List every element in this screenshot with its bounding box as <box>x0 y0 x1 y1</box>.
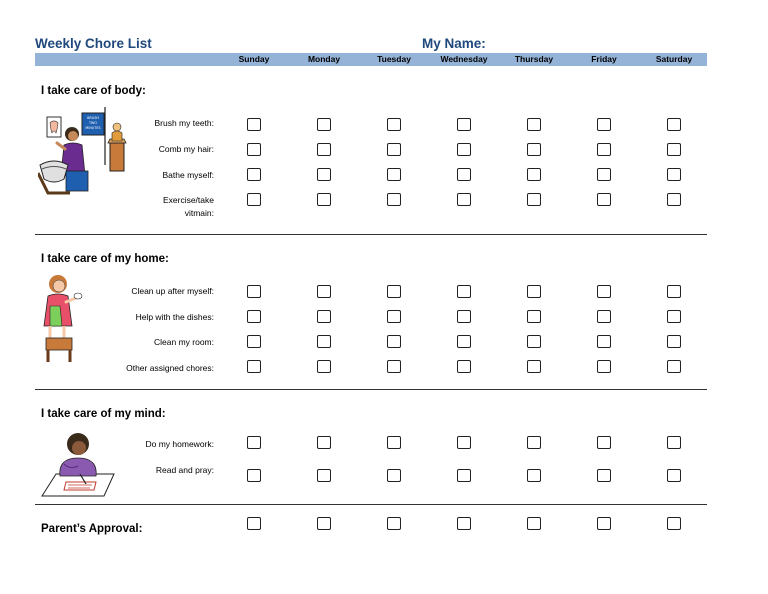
checkbox-monday[interactable] <box>317 517 331 530</box>
day-header-saturday: Saturday <box>655 54 693 64</box>
checkbox-monday[interactable] <box>317 310 331 323</box>
checkbox-monday[interactable] <box>317 360 331 373</box>
checkbox-sunday[interactable] <box>247 436 261 449</box>
parent-approval-label: Parent’s Approval: <box>41 523 143 535</box>
checkbox-saturday[interactable] <box>667 517 681 530</box>
chore-label: Comb my hair: <box>158 144 214 154</box>
checkbox-wednesday[interactable] <box>457 168 471 181</box>
checkbox-thursday[interactable] <box>527 285 541 298</box>
checkbox-friday[interactable] <box>597 143 611 156</box>
chore-label: Brush my teeth: <box>154 118 214 128</box>
section-title-home: I take care of my home: <box>41 253 169 265</box>
checkbox-saturday[interactable] <box>667 118 681 131</box>
checkbox-wednesday[interactable] <box>457 193 471 206</box>
checkbox-wednesday[interactable] <box>457 436 471 449</box>
checkbox-monday[interactable] <box>317 285 331 298</box>
checkbox-sunday[interactable] <box>247 143 261 156</box>
checkbox-thursday[interactable] <box>527 517 541 530</box>
checkbox-saturday[interactable] <box>667 285 681 298</box>
checkbox-saturday[interactable] <box>667 469 681 482</box>
checkbox-monday[interactable] <box>317 436 331 449</box>
checkbox-tuesday[interactable] <box>387 168 401 181</box>
chore-label: Exercise/take vitmain: <box>162 195 214 218</box>
day-header-thursday: Thursday <box>514 54 554 64</box>
chore-label: Do my homework: <box>145 439 214 449</box>
checkbox-thursday[interactable] <box>527 310 541 323</box>
day-header-sunday: Sunday <box>238 54 270 64</box>
checkbox-sunday[interactable] <box>247 193 261 206</box>
checkbox-thursday[interactable] <box>527 335 541 348</box>
day-header-friday: Friday <box>591 54 617 64</box>
page-title: Weekly Chore List <box>35 36 152 51</box>
checkbox-friday[interactable] <box>597 118 611 131</box>
section-divider <box>35 504 707 505</box>
checkbox-sunday[interactable] <box>247 517 261 530</box>
checkbox-friday[interactable] <box>597 285 611 298</box>
checkbox-tuesday[interactable] <box>387 143 401 156</box>
my-name-label: My Name: <box>422 36 486 51</box>
section-divider <box>35 389 707 390</box>
checkbox-thursday[interactable] <box>527 143 541 156</box>
checkbox-wednesday[interactable] <box>457 118 471 131</box>
checkbox-friday[interactable] <box>597 193 611 206</box>
day-header-monday: Monday <box>307 54 341 64</box>
checkbox-thursday[interactable] <box>527 436 541 449</box>
section-title-body: I take care of body: <box>41 85 146 97</box>
checkbox-tuesday[interactable] <box>387 436 401 449</box>
checkbox-thursday[interactable] <box>527 193 541 206</box>
checkbox-thursday[interactable] <box>527 168 541 181</box>
chore-label: Bathe myself: <box>162 170 214 180</box>
checkbox-thursday[interactable] <box>527 469 541 482</box>
checkbox-wednesday[interactable] <box>457 517 471 530</box>
checkbox-wednesday[interactable] <box>457 310 471 323</box>
checkbox-tuesday[interactable] <box>387 118 401 131</box>
checkbox-sunday[interactable] <box>247 118 261 131</box>
checkbox-saturday[interactable] <box>667 360 681 373</box>
chore-label: Clean up after myself: <box>131 286 214 296</box>
checkbox-wednesday[interactable] <box>457 469 471 482</box>
day-header-wednesday: Wednesday <box>440 54 488 64</box>
checkbox-saturday[interactable] <box>667 436 681 449</box>
section-divider <box>35 234 707 235</box>
checkbox-sunday[interactable] <box>247 168 261 181</box>
checkbox-tuesday[interactable] <box>387 310 401 323</box>
checkbox-thursday[interactable] <box>527 360 541 373</box>
sign-text-3: MINUTES <box>85 126 101 130</box>
chore-label: Other assigned chores: <box>126 363 214 373</box>
checkbox-sunday[interactable] <box>247 469 261 482</box>
checkbox-tuesday[interactable] <box>387 360 401 373</box>
checkbox-friday[interactable] <box>597 517 611 530</box>
section-title-mind: I take care of my mind: <box>41 408 166 420</box>
checkbox-monday[interactable] <box>317 143 331 156</box>
checkbox-sunday[interactable] <box>247 335 261 348</box>
checkbox-monday[interactable] <box>317 168 331 181</box>
checkbox-friday[interactable] <box>597 310 611 323</box>
checkbox-tuesday[interactable] <box>387 285 401 298</box>
chore-label: Read and pray: <box>155 465 214 475</box>
checkbox-sunday[interactable] <box>247 360 261 373</box>
checkbox-wednesday[interactable] <box>457 360 471 373</box>
checkbox-saturday[interactable] <box>667 310 681 323</box>
checkbox-tuesday[interactable] <box>387 335 401 348</box>
checkbox-friday[interactable] <box>597 335 611 348</box>
checkbox-monday[interactable] <box>317 335 331 348</box>
checkbox-friday[interactable] <box>597 360 611 373</box>
checkbox-friday[interactable] <box>597 168 611 181</box>
day-header-tuesday: Tuesday <box>377 54 411 64</box>
checkbox-wednesday[interactable] <box>457 335 471 348</box>
checkbox-friday[interactable] <box>597 436 611 449</box>
checkbox-thursday[interactable] <box>527 118 541 131</box>
checkbox-wednesday[interactable] <box>457 143 471 156</box>
sign-text-2: TWO <box>88 121 98 125</box>
checkbox-monday[interactable] <box>317 118 331 131</box>
checkbox-sunday[interactable] <box>247 310 261 323</box>
checkbox-monday[interactable] <box>317 469 331 482</box>
checkbox-sunday[interactable] <box>247 285 261 298</box>
chore-label: Clean my room: <box>154 337 214 347</box>
checkbox-monday[interactable] <box>317 193 331 206</box>
checkbox-wednesday[interactable] <box>457 285 471 298</box>
checkbox-saturday[interactable] <box>667 143 681 156</box>
checkbox-tuesday[interactable] <box>387 469 401 482</box>
checkbox-saturday[interactable] <box>667 335 681 348</box>
checkbox-tuesday[interactable] <box>387 193 401 206</box>
checkbox-tuesday[interactable] <box>387 517 401 530</box>
checkbox-saturday[interactable] <box>667 193 681 206</box>
checkbox-saturday[interactable] <box>667 168 681 181</box>
checkbox-friday[interactable] <box>597 469 611 482</box>
sign-text-1: BRUSH <box>87 116 99 120</box>
chore-label: Help with the dishes: <box>135 312 214 322</box>
